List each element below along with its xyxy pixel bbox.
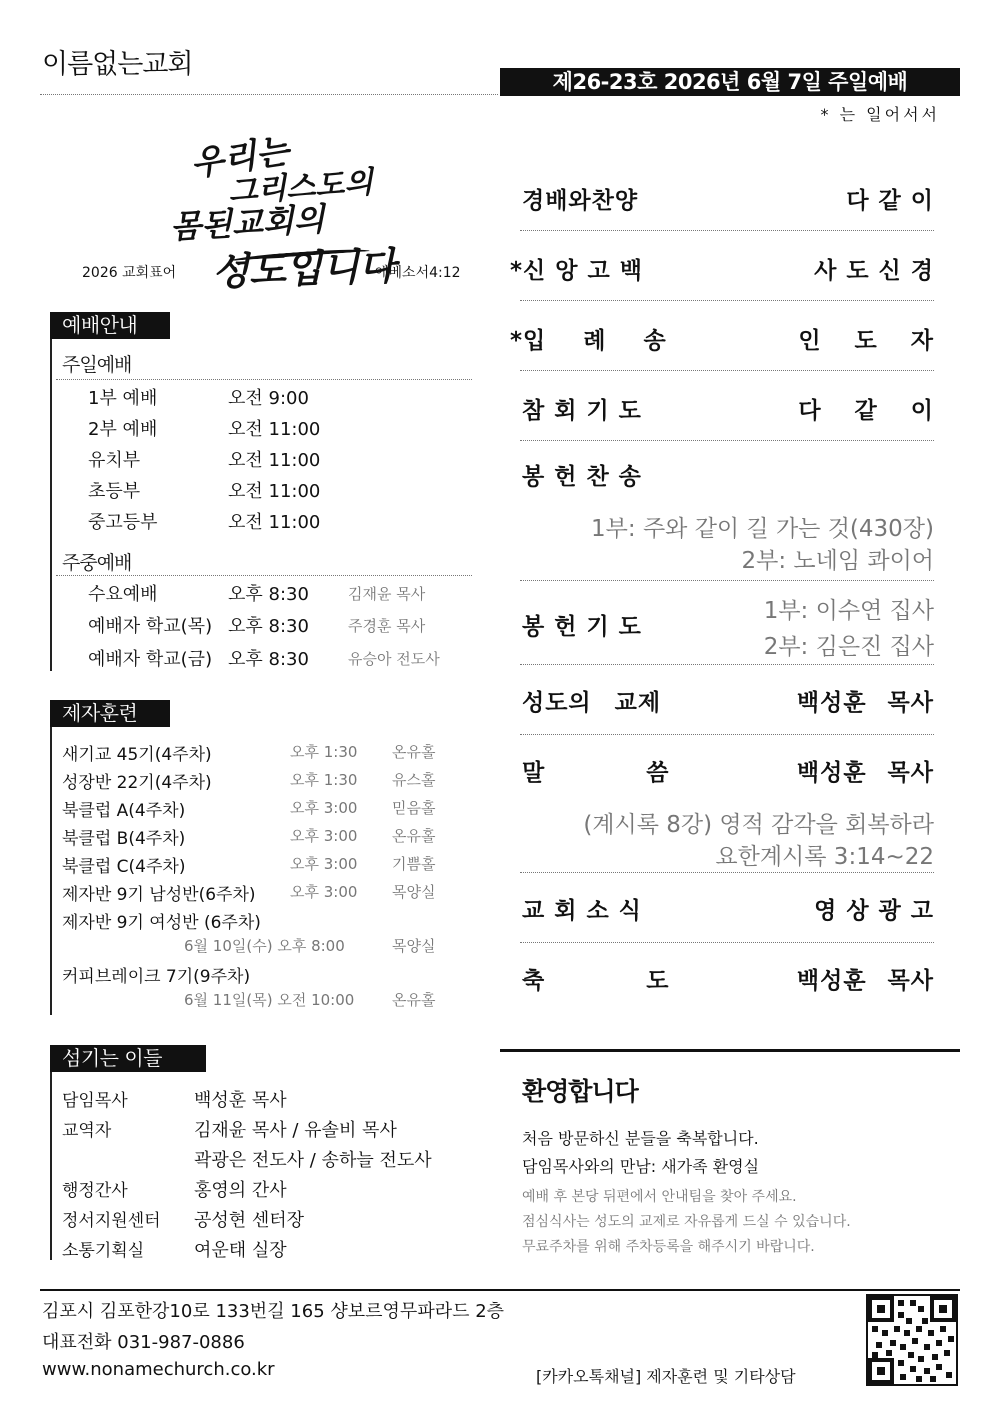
weekday-row-time: 오후 8:30	[228, 649, 309, 670]
welcome-note: 무료주차를 위해 주차등록을 해주시기 바랍니다.	[522, 1239, 815, 1255]
discipleship-rule	[50, 727, 52, 1015]
staff-title: 섬기는 이들	[50, 1045, 206, 1072]
training-coffee-name: 커피브레이크 7기(9주차)	[62, 967, 251, 987]
church-address: 김포시 김포한강10로 133번길 165 샹보르영무파라드 2층	[42, 1301, 505, 1322]
order-item-right: 영 상 광 고	[814, 898, 934, 924]
order-item-left: 교 회 소 식	[522, 898, 642, 924]
staff-names: 곽광은 전도사 / 송하늘 전도사	[194, 1150, 432, 1171]
staff-role: 행정간사	[62, 1181, 128, 1201]
weekday-row-name: 예배자 학교(목)	[88, 616, 213, 637]
training-women-name: 제자반 9기 여성반 (6주차)	[62, 913, 261, 933]
offering-prayer-second: 2부: 김은진 집사	[763, 634, 934, 660]
order-item-left: *신 앙 고 백	[510, 258, 643, 284]
training-row-place: 목양실	[392, 883, 436, 901]
kakao-channel-label: [카카오톡채널] 제자훈련 및 기타상담	[536, 1367, 796, 1386]
order-item-left: 참 회 기 도	[522, 398, 642, 424]
sunday-row-name: 1부 예배	[88, 388, 158, 409]
sunday-row-time: 오전 11:00	[228, 481, 321, 502]
motto-calligraphy	[160, 122, 397, 295]
staff-role: 정서지원센터	[62, 1211, 161, 1231]
church-name: 이름없는교회	[42, 49, 193, 80]
staff-names: 여운태 실장	[194, 1240, 287, 1261]
order-item-right: 인 도 자	[798, 328, 934, 354]
training-row-place: 기쁨홀	[392, 855, 436, 873]
order-item-right: 백성훈 목사	[796, 690, 934, 716]
sunday-row-time: 오전 11:00	[228, 419, 321, 440]
header-divider	[40, 94, 498, 95]
order-divider	[520, 370, 934, 371]
training-women-place: 목양실	[392, 937, 436, 955]
training-row-name: 제자반 9기 남성반(6주차)	[62, 885, 256, 905]
sunday-divider	[56, 379, 472, 380]
staff-role: 교역자	[62, 1121, 112, 1141]
weekday-row-time: 오후 8:30	[228, 616, 309, 637]
training-coffee-date: 6월 11일(목) 오전 10:00	[184, 991, 355, 1009]
footer-divider	[40, 1289, 960, 1291]
offering-song-second: 2부: 노네임 콰이어	[741, 548, 934, 574]
training-row-place: 온유홀	[392, 827, 436, 845]
church-website[interactable]: www.nonamechurch.co.kr	[42, 1359, 275, 1380]
offering-prayer-first: 1부: 이수연 집사	[763, 598, 934, 624]
training-row-name: 새기교 45기(4주차)	[62, 745, 212, 765]
motto-line-3: 몸된교회의	[169, 199, 326, 247]
staff-names: 공성현 센터장	[194, 1210, 305, 1231]
sermon-title: (계시록 8강) 영적 감각을 회복하라	[583, 812, 934, 838]
staff-rule	[50, 1072, 52, 1260]
stand-note: * 는 일어서서	[820, 105, 940, 124]
training-row-name: 북클럽 A(4주차)	[62, 801, 186, 821]
weekday-row-leader: 김재윤 목사	[348, 585, 426, 603]
motto-year-label: 2026 교회표어	[82, 265, 177, 281]
order-divider	[520, 230, 934, 231]
sunday-row-name: 중고등부	[88, 512, 158, 533]
sunday-row-time: 오전 9:00	[228, 388, 309, 409]
order-item-left: 성도의 교제	[522, 690, 662, 716]
training-row-time: 오후 1:30	[290, 743, 358, 761]
motto-line-1: 우리는	[188, 131, 292, 185]
training-row-place: 믿음홀	[392, 799, 436, 817]
sermon-text: 요한계시록 3:14~22	[715, 844, 934, 870]
order-item-left: *입 례 송	[510, 328, 667, 354]
training-row-name: 성장반 22기(4주차)	[62, 773, 212, 793]
staff-names: 백성훈 목사	[194, 1090, 287, 1111]
staff-role: 소통기획실	[62, 1241, 145, 1261]
training-row-time: 오후 3:00	[290, 855, 358, 873]
order-item-right: 백성훈 목사	[796, 760, 934, 786]
order-divider	[520, 942, 934, 943]
order-item-left: 경배와찬양	[522, 188, 639, 214]
sunday-worship-title: 주일예배	[62, 354, 132, 376]
weekday-row-name: 예배자 학교(금)	[88, 649, 213, 670]
staff-names: 홍영의 간사	[194, 1180, 287, 1201]
sunday-row-name: 초등부	[88, 481, 141, 502]
training-row-place: 유스홀	[392, 771, 436, 789]
training-row-time: 오후 3:00	[290, 827, 358, 845]
weekday-divider	[56, 575, 472, 576]
qr-code-icon[interactable]	[866, 1294, 958, 1386]
order-item-left: 봉 헌 찬 송	[522, 464, 642, 490]
order-item-right: 다 같 이	[846, 188, 934, 214]
worship-info-rule	[50, 339, 52, 671]
training-row-time: 오후 1:30	[290, 771, 358, 789]
weekday-row-name: 수요예배	[88, 584, 158, 605]
worship-info-title: 예배안내	[50, 312, 170, 339]
order-item-left: 말 씀	[522, 760, 670, 786]
motto-line-4: 성도입니다	[211, 242, 397, 295]
weekday-row-time: 오후 8:30	[228, 584, 309, 605]
sunday-row-time: 오전 11:00	[228, 512, 321, 533]
training-women-date: 6월 10일(수) 오후 8:00	[184, 937, 345, 955]
order-item-right: 다 같 이	[798, 398, 934, 424]
sunday-row-name: 유치부	[88, 450, 141, 471]
church-phone: 대표전화 031-987-0886	[42, 1332, 245, 1353]
welcome-message: 처음 방문하신 분들을 축복합니다.	[522, 1129, 759, 1148]
sunday-row-name: 2부 예배	[88, 419, 158, 440]
training-coffee-place: 온유홀	[392, 991, 436, 1009]
welcome-note: 예배 후 본당 뒤편에서 안내팀을 찾아 주세요.	[522, 1189, 797, 1205]
order-item-left: 봉 헌 기 도	[522, 614, 642, 640]
training-row-name: 북클럽 C(4주차)	[62, 857, 186, 877]
welcome-meeting: 담임목사와의 만남: 새가족 환영실	[522, 1157, 760, 1176]
welcome-divider	[500, 1049, 960, 1052]
order-divider	[520, 580, 934, 581]
staff-role: 담임목사	[62, 1091, 128, 1111]
training-row-place: 온유홀	[392, 743, 436, 761]
motto-line-2: 그리스도의	[227, 164, 375, 211]
order-divider	[520, 440, 934, 441]
order-item-right: 사 도 신 경	[814, 258, 934, 284]
sunday-row-time: 오전 11:00	[228, 450, 321, 471]
training-row-time: 오후 3:00	[290, 883, 358, 901]
training-row-time: 오후 3:00	[290, 799, 358, 817]
staff-names: 김재윤 목사 / 유솔비 목사	[194, 1120, 397, 1141]
welcome-note: 점심식사는 성도의 교제로 자유롭게 드실 수 있습니다.	[522, 1214, 851, 1230]
order-item-left: 축 도	[522, 968, 670, 994]
order-divider	[520, 300, 934, 301]
offering-song-first: 1부: 주와 같이 길 가는 것(430장)	[591, 516, 934, 542]
issue-banner: 제26-23호 2026년 6월 7일 주일예배	[500, 68, 960, 96]
order-divider	[520, 734, 934, 735]
motto-reference: 에베소서4:12	[375, 265, 461, 281]
order-divider	[520, 872, 934, 873]
training-row-name: 북클럽 B(4주차)	[62, 829, 186, 849]
order-item-right: 백성훈 목사	[796, 968, 934, 994]
weekday-row-leader: 주경훈 목사	[348, 617, 426, 635]
weekday-row-leader: 유승아 전도사	[348, 650, 440, 668]
weekday-worship-title: 주중예배	[62, 552, 132, 574]
order-divider	[520, 664, 934, 665]
discipleship-title: 제자훈련	[50, 700, 170, 727]
welcome-title: 환영합니다	[522, 1077, 638, 1106]
